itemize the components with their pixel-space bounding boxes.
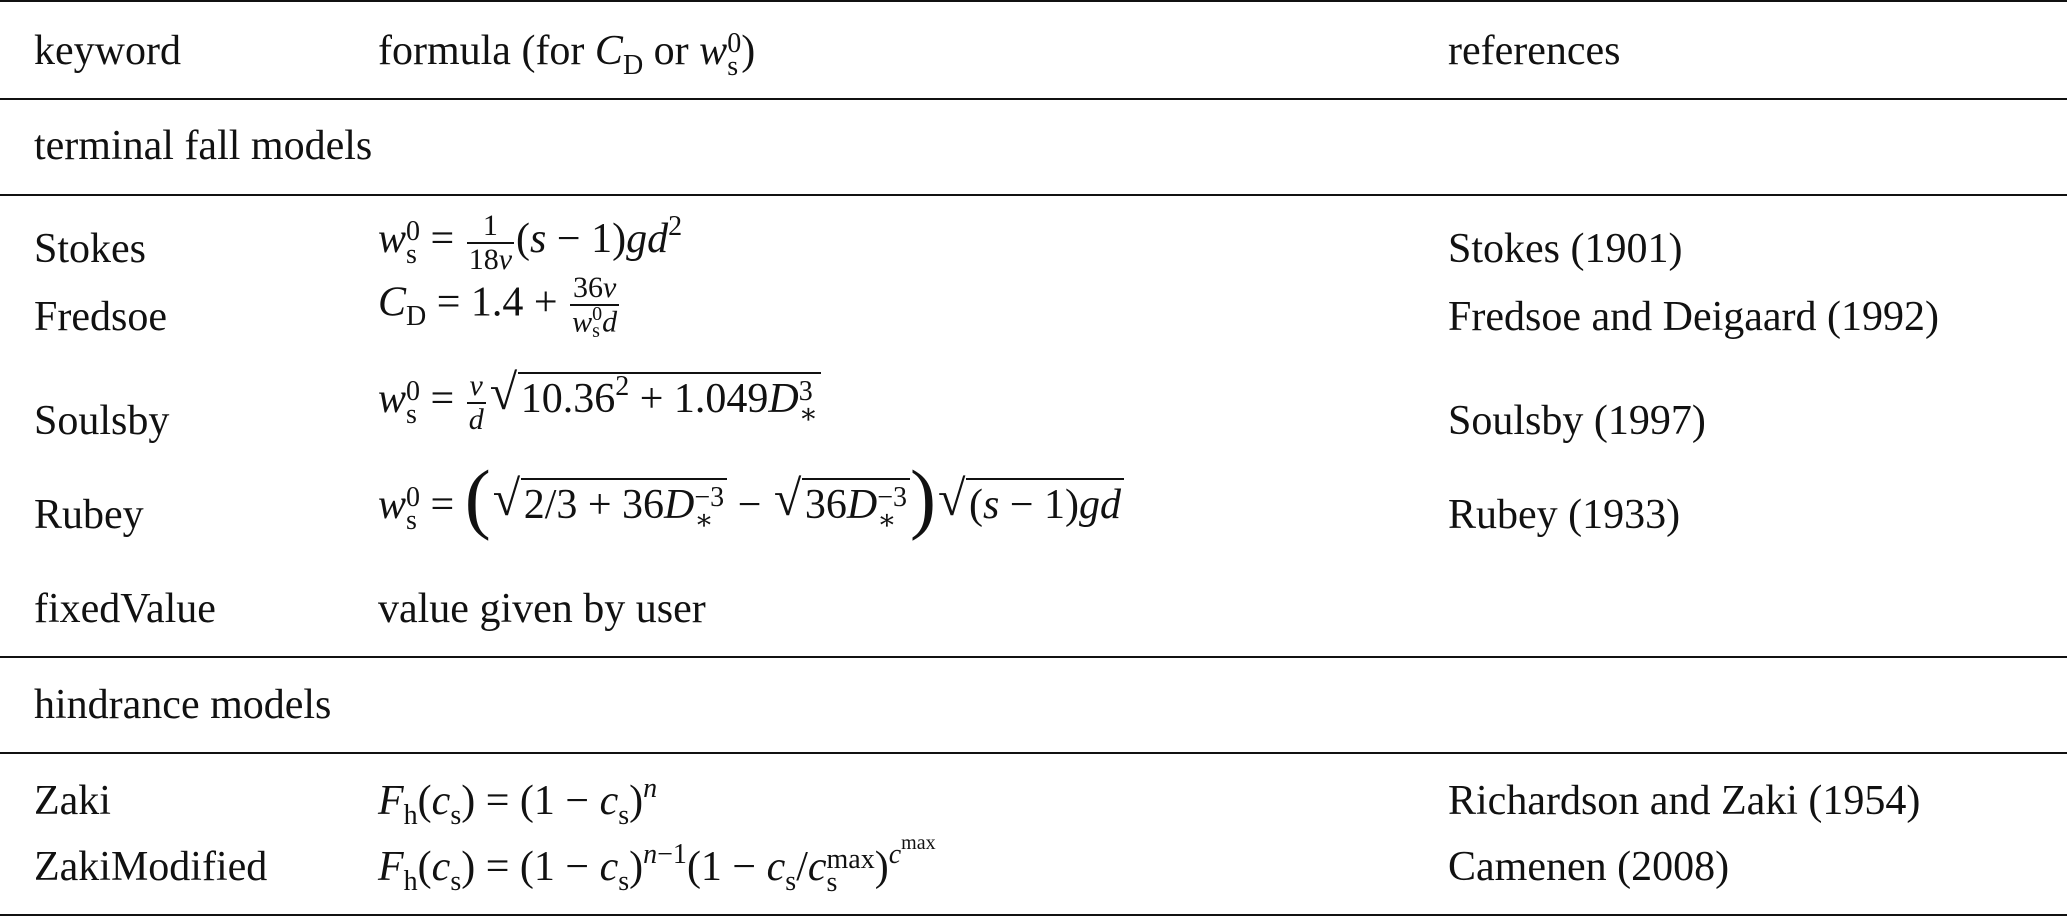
keyword-zaki: Zaki (34, 778, 111, 824)
top-rule (0, 0, 2067, 2)
keyword-zakimodified: ZakiModified (34, 844, 268, 890)
header-rule (0, 98, 2067, 100)
reference-rubey: Rubey (1933) (1448, 492, 1681, 538)
keyword-rubey: Rubey (34, 492, 144, 538)
reference-zakimodified: Camenen (2008) (1448, 844, 1730, 890)
formula-stokes: w 0 s = $\frac{1}{18\nu}$ $(s - 1)gd^2$ (378, 209, 683, 276)
keyword-fixedvalue: fixedValue (34, 586, 216, 632)
header-formula: formula (for $C_D$ or w 0 s ) (378, 27, 756, 83)
formula-zakimodified: $F_h(c_s) = (1 - c_s)^{n-1}(1 - c_s/c$ max s )$^{c^{max}}$ (378, 832, 936, 899)
header-keyword: keyword (34, 28, 181, 74)
formula-fredsoe: $C_D = 1.4$ + 36ν w 0 s d (378, 271, 618, 342)
formula-soulsby: w 0 s = $\frac{\nu}{d}$ √ $10.36^2 + 1.049D$ 3 ∗ (378, 370, 821, 435)
section-terminal-fall: terminal fall models (34, 123, 373, 169)
keyword-fredsoe: Fredsoe (34, 294, 167, 340)
keyword-stokes: Stokes (34, 226, 147, 272)
formula-fixedvalue: value given by user (378, 586, 706, 632)
section-rule-3 (0, 752, 2067, 754)
keyword-soulsby: Soulsby (34, 398, 170, 444)
section-rule-1 (0, 194, 2067, 196)
reference-stokes: Stokes (1901) (1448, 226, 1683, 272)
formula-rubey: w 0 s = ( √ 2/3 + 36D −3 ∗ − √ 36D −3 ∗ ) √ (s − 1)gd (378, 478, 1124, 533)
reference-fredsoe: Fredsoe and Deigaard (1992) (1448, 294, 1939, 340)
header-references: references (1448, 28, 1621, 74)
formula-zaki: $F_h(c_s) = (1 - c_s)^n$ (378, 773, 658, 831)
section-rule-2 (0, 656, 2067, 658)
section-hindrance: hindrance models (34, 682, 332, 728)
reference-zaki: Richardson and Zaki (1954) (1448, 778, 1921, 824)
reference-soulsby: Soulsby (1997) (1448, 398, 1706, 444)
bottom-rule (0, 914, 2067, 916)
